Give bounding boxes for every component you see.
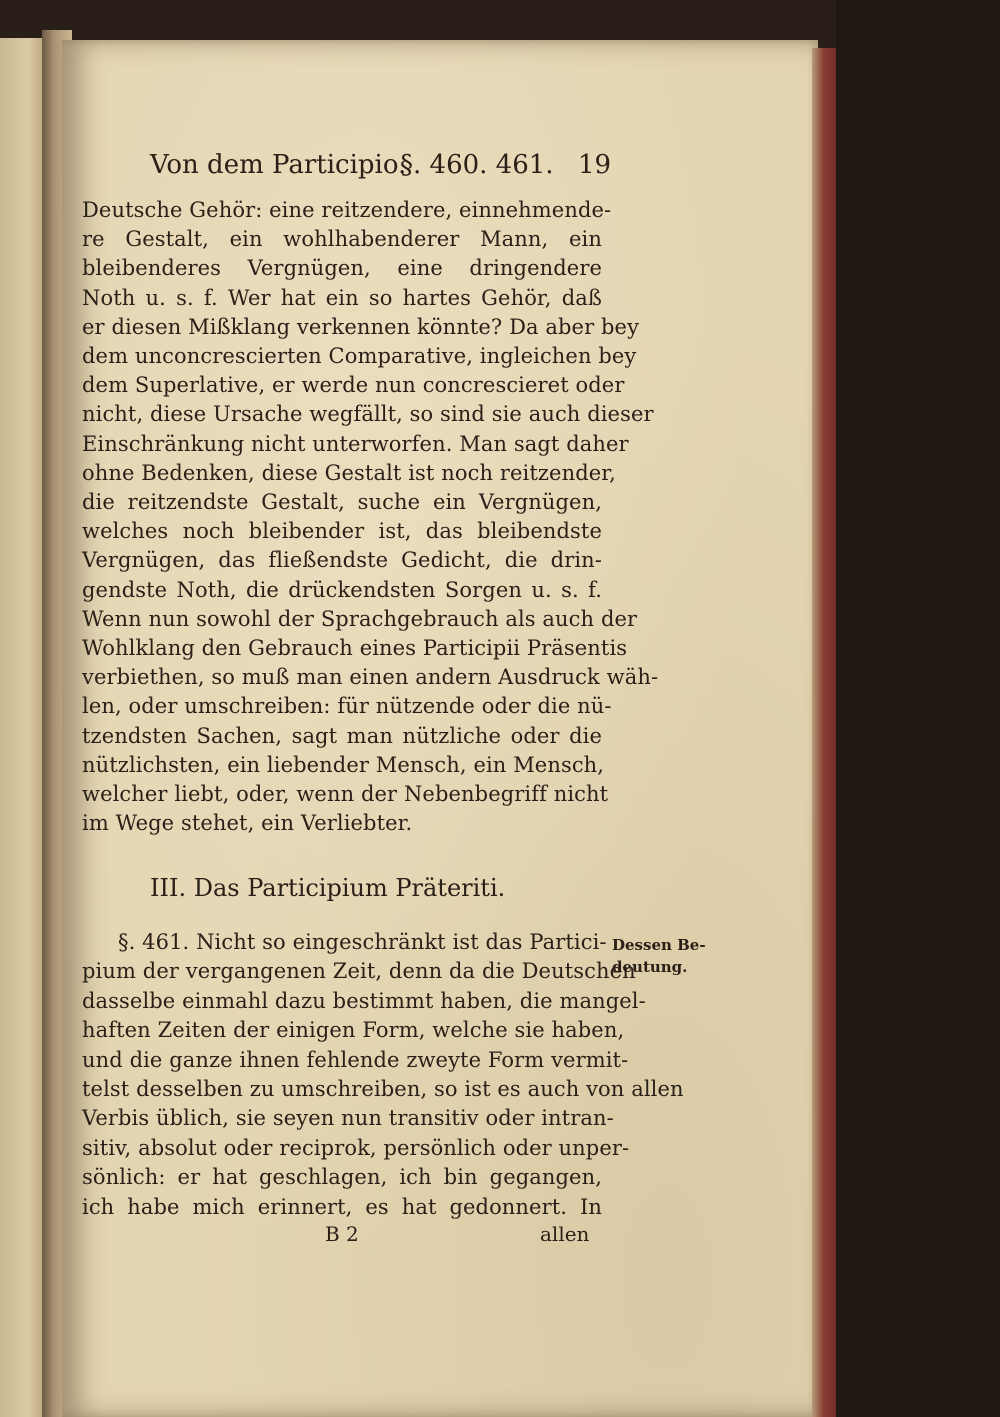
body-line: Wohlklang den Gebrauch eines Participii Präsentis bbox=[82, 636, 628, 660]
body-line: Deutsche Gehör: eine reitzendere, einnehmende- bbox=[82, 198, 612, 222]
background-dark bbox=[836, 0, 1000, 1417]
section-line: telst desselben zu umschreiben, so ist es auch von allen bbox=[82, 1077, 684, 1101]
body-line: nützlichsten, ein liebender Mensch, ein Mensch, bbox=[82, 752, 605, 777]
body-line: er diesen Mißklang verkennen könnte? Da aber bey bbox=[82, 314, 640, 339]
signature-mark: B 2 bbox=[325, 1222, 359, 1246]
body-line: bleibenderes Vergnügen, eine dringendere bbox=[82, 256, 602, 281]
body-line: im Wege stehet, ein Verliebter. bbox=[82, 811, 413, 836]
section-line: §. 461. Nicht so eingeschränkt ist das Partici- bbox=[118, 930, 607, 954]
section-line: sönlich: er hat geschlagen, ich bin gegangen, bbox=[82, 1165, 602, 1190]
section-line: und die ganze ihnen fehlende zweyte Form vermit- bbox=[82, 1047, 629, 1072]
body-line: Vergnügen, das fließendste Gedicht, die drin- bbox=[82, 548, 602, 573]
section-line: ich habe mich erinnert, es hat gedonnert. In bbox=[82, 1194, 602, 1219]
body-line: die reitzendste Gestalt, suche ein Vergnügen, bbox=[82, 490, 602, 514]
body-line: nicht, diese Ursache wegfällt, so sind sie auch dieser bbox=[82, 402, 654, 427]
catchword: allen bbox=[540, 1222, 590, 1246]
section-line: pium der vergangenen Zeit, denn da die Deutschen bbox=[82, 959, 636, 984]
header-section: §. 460. 461. bbox=[400, 150, 554, 180]
left-page-edge bbox=[0, 38, 46, 1417]
body-line: ohne Bedenken, diese Gestalt ist noch reitzender, bbox=[82, 460, 616, 485]
body-line: Einschränkung nicht unterworfen. Man sagt daher bbox=[82, 431, 629, 456]
page-number: 19 bbox=[578, 150, 612, 180]
header-title: Von dem Participio. bbox=[150, 150, 407, 180]
body-line: welches noch bleibender ist, das bleibendste bbox=[82, 519, 602, 544]
body-line: welcher liebt, oder, wenn der Nebenbegriff nicht bbox=[82, 782, 609, 806]
body-line: Wenn nun sowohl der Sprachgebrauch als auch der bbox=[82, 606, 638, 631]
section-line: dasselbe einmahl dazu bestimmt haben, die mangel- bbox=[82, 988, 646, 1013]
section-heading: III. Das Participium Präteriti. bbox=[150, 874, 506, 902]
margin-note-line-1: Dessen Be- bbox=[612, 936, 706, 954]
cover-edge bbox=[812, 48, 838, 1417]
running-header bbox=[150, 150, 610, 190]
body-line: tzendsten Sachen, sagt man nützliche oder die bbox=[82, 723, 602, 748]
section-line: haften Zeiten der einigen Form, welche sie haben, bbox=[82, 1018, 625, 1043]
body-line: dem Superlative, er werde nun concrescieret oder bbox=[82, 373, 625, 398]
margin-note-line-2: deutung. bbox=[612, 958, 688, 976]
body-line: re Gestalt, ein wohlhabenderer Mann, ein bbox=[82, 227, 602, 252]
body-line: gendste Noth, die drückendsten Sorgen u. s. f. bbox=[82, 577, 602, 602]
body-line: len, oder umschreiben: für nützende oder die nü- bbox=[82, 694, 612, 719]
body-line: verbiethen, so muß man einen andern Ausdruck wäh- bbox=[82, 665, 659, 690]
body-line: dem unconcrescierten Comparative, ingleichen bey bbox=[82, 344, 637, 368]
section-line: sitiv, absolut oder reciprok, persönlich oder unper- bbox=[82, 1135, 630, 1160]
body-line: Noth u. s. f. Wer hat ein so hartes Gehör, daß bbox=[82, 285, 602, 310]
section-line: Verbis üblich, sie seyen nun transitiv oder intran- bbox=[82, 1106, 614, 1131]
